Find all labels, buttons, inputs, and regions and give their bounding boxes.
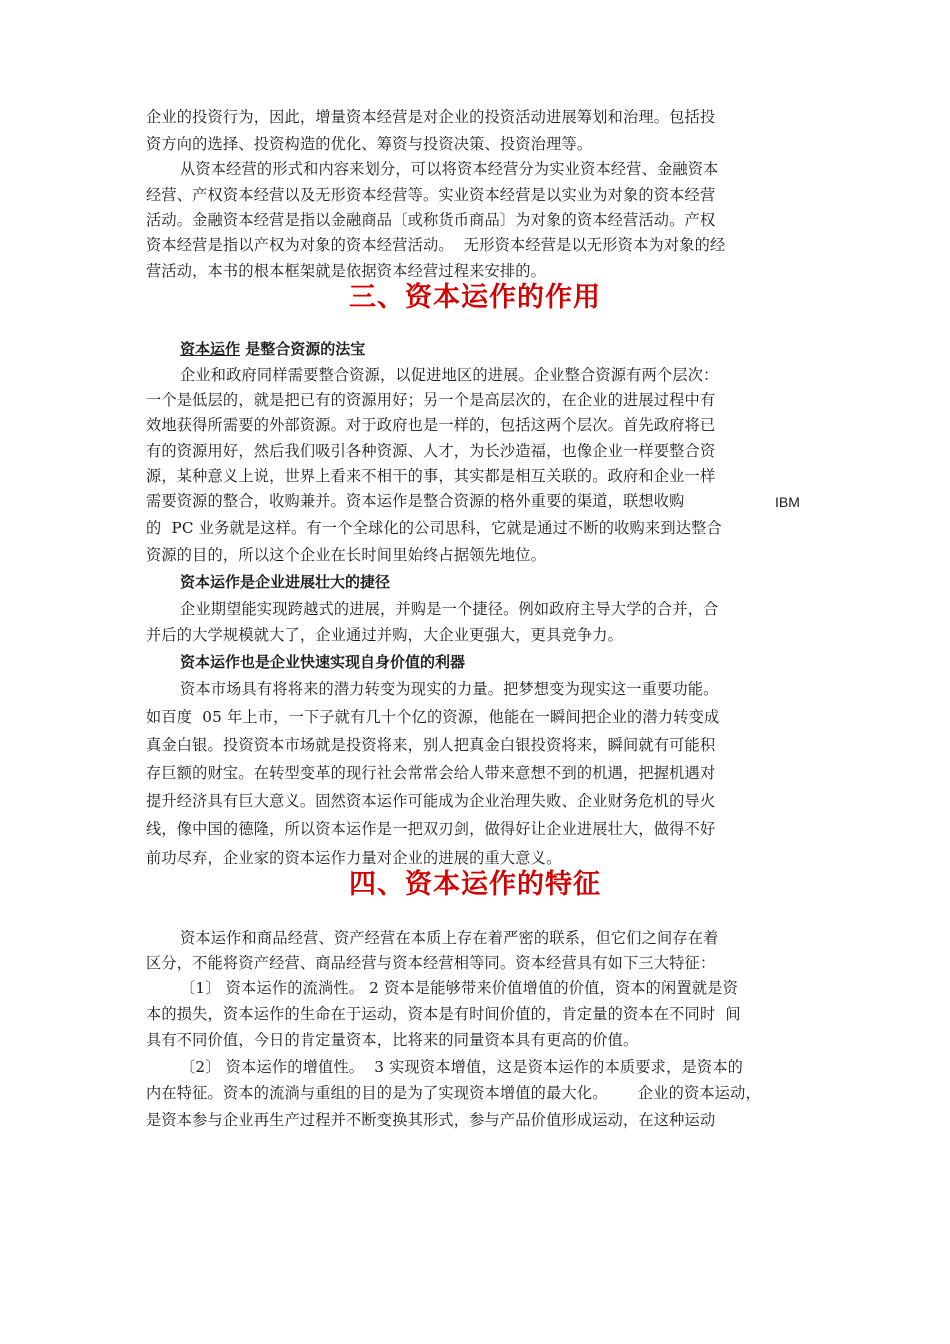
- subheading-underlined-part: 资本运作: [180, 340, 241, 358]
- text-line: 有的资源用好，然后我们吸引各种资源、人才，为长沙造福，也像企业一样要整合资: [146, 442, 716, 460]
- text-line: 资本市场具有将将来的潜力转变为现实的力量。把梦想变为现实这一重要功能。: [180, 680, 719, 698]
- text-line: 〔1〕 资本运作的流淌性。 2 资本是能够带来价值增值的价值，资本的闲置就是资: [180, 979, 738, 997]
- text-line: 一个是低层的，就是把已有的资源用好；另一个是高层次的，在企业的进展过程中有: [146, 391, 716, 409]
- text-line: 资本运作和商品经营、资产经营在本质上存在着严密的联系，但它们之间存在着: [180, 929, 719, 947]
- text-line: 经营、产权资本经营以及无形资本经营等。实业资本经营是以实业为对象的资本经营: [146, 186, 716, 204]
- text-line: 的 PC 业务就是这样。有一个全球化的公司思科，它就是通过不断的收购来到达整合: [146, 519, 722, 537]
- text-line: 本的损失，资本运作的生命在于运动，资本是有时间价值的，肯定量的资本在不同时 间: [146, 1005, 741, 1023]
- text-line: 企业和政府同样需要整合资源，以促进地区的进展。企业整合资源有两个层次：: [180, 366, 719, 384]
- text-line: 并后的大学规模就大了，企业通过并购，大企业更强大，更具竞争力。: [146, 626, 624, 644]
- text-line: 效地获得所需要的外部资源。对于政府也是一样的，包括这两个层次。首先政府将已: [146, 416, 716, 434]
- section-heading-4: 四、资本运作的特征: [349, 869, 601, 900]
- text-line: 企业的投资行为，因此，增量资本经营是对企业的投资活动进展筹划和治理。包括投: [146, 108, 716, 126]
- text-line: 线，像中国的德隆，所以资本运作是一把双刃剑，做得好让企业进展壮大，做得不好: [146, 820, 716, 838]
- text-line: 资源的目的，所以这个企业在长时间里始终占据领先地位。: [146, 546, 547, 564]
- subheading-value: 资本运作也是企业快速实现自身价值的利器: [180, 653, 466, 671]
- text-line: 源，某种意义上说，世界上看来不相干的事，其实都是相互关联的。政府和企业一样: [146, 467, 716, 485]
- text-line: 〔2〕 资本运作的增值性。 3 实现资本增值，这是资本运作的本质要求，是资本的: [180, 1058, 744, 1076]
- text-line: 需要资源的整合，收购兼并。资本运作是整合资源的格外重要的渠道，联想收购: [146, 492, 685, 510]
- subheading-shortcut: 资本运作是企业进展壮大的捷径: [180, 573, 391, 591]
- text-line: 真金白银。投资资本市场就是投资将来，别人把真金白银投资将来，瞬间就有可能积: [146, 736, 716, 754]
- subheading-rest: 是整合资源的法宝: [240, 340, 366, 358]
- text-line: 如百度 05 年上市，一下子就有几十个亿的资源，他能在一瞬间把企业的潜力转变成: [146, 708, 720, 726]
- subheading-integrate-resources: [180, 339, 365, 359]
- text-line: 企业期望能实现跨越式的进展，并购是一个捷径。例如政府主导大学的合并，合: [180, 600, 719, 618]
- text-line: 具有不同价值，今日的肯定量资本，比将来的同量资本具有更高的价值。: [146, 1031, 639, 1049]
- text-line: 资本经营是指以产权为对象的资本经营活动。 无形资本经营是以无形资本为对象的经: [146, 236, 726, 254]
- text-line: 存巨额的财宝。在转型变革的现行社会常常会给人带来意想不到的机遇，把握机遇对: [146, 764, 716, 782]
- text-line: 从资本经营的形式和内容来划分，可以将资本经营分为实业资本经营、金融资本: [180, 160, 719, 178]
- ibm-text: IBM: [775, 494, 800, 510]
- text-line: 营活动，本书的根本框架就是依据资本经营过程来安排的。: [146, 262, 547, 280]
- section-heading-3: 三、资本运作的作用: [349, 282, 601, 313]
- text-line: 前功尽弃，企业家的资本运作力量对企业的进展的重大意义。: [146, 849, 562, 867]
- text-line: 区分，不能将资产经营、商品经营与资本经营相等同。资本经营具有如下三大特征：: [146, 954, 716, 972]
- text-line: 资方向的选择、投资构造的优化、筹资与投资决策、投资治理等。: [146, 135, 593, 153]
- text-line: 提升经济具有巨大意义。固然资本运作可能成为企业治理失败、企业财务危机的导火: [146, 792, 716, 810]
- text-line: 是资本参与企业再生产过程并不断变换其形式，参与产品价值形成运动，在这种运动: [146, 1111, 716, 1129]
- text-line: 内在特征。资本的流淌与重组的目的是为了实现资本增值的最大化。 企业的资本运动，: [146, 1084, 761, 1102]
- text-line: 活动。金融资本经营是指以金融商品〔或称货币商品〕为对象的资本经营活动。产权: [146, 211, 716, 229]
